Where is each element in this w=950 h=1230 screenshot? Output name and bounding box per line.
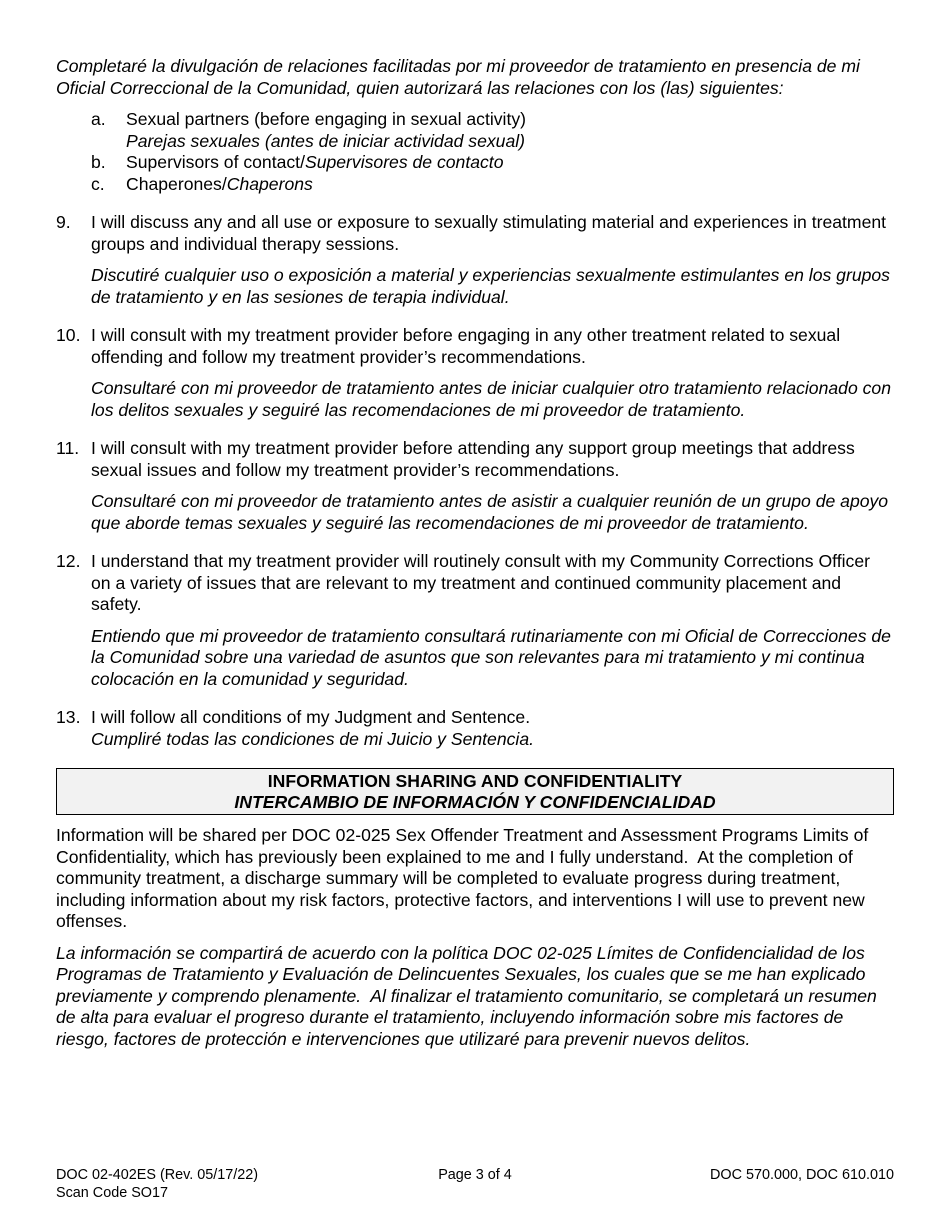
item-text-en: I will discuss any and all use or exposure to sexually stimulating material and experiences in treatment groups and individual therapy sessions. (91, 212, 887, 254)
sub-item-label: b. (91, 152, 106, 172)
sub-item-es: Parejas sexuales (antes de iniciar actividad sexual) (126, 130, 525, 151)
item-text-en: I will consult with my treatment provider before attending any support group meetings that address sexual issues and follow my treatment provider’s recommendations. (91, 438, 855, 480)
item-number: 9. (56, 212, 71, 232)
section-title-es: INTERCAMBIO DE INFORMACIÓN Y CONFIDENCIALIDAD (234, 792, 716, 812)
item-number: 12. (56, 551, 81, 571)
sub-item-en: Chaperones/ (126, 173, 227, 194)
item-text-es: Consultaré con mi proveedor de tratamiento antes de iniciar cualquier otro tratamiento relacionado con los delitos sexuales y seguiré las recomendaciones de mi proveedor de tratamiento. (91, 378, 891, 420)
section-title-en: INFORMATION SHARING AND CONFIDENTIALITY (267, 771, 683, 791)
intro-spanish: Completaré la divulgación de relaciones facilitadas por mi proveedor de tratamiento en presencia de mi Oficial Correccional de la Comunidad, quien autorizará las relaciones con los (las) siguientes: (56, 56, 865, 98)
item-text-es: Entiendo que mi proveedor de tratamiento consultará rutinariamente con mi Oficial de Correcciones de la Comunidad sobre una variedad de asuntos que son relevantes para mi tratamiento y mi continua colocación en la comunidad y seguridad. (91, 625, 891, 689)
item-text-en: I will consult with my treatment provider before engaging in any other treatment related to sexual offending and follow my treatment provider’s recommendations. (91, 325, 841, 367)
item-text-es: Cumpliré todas las condiciones de mi Juicio y Sentencia. (91, 728, 534, 749)
list-item-9 (56, 212, 894, 308)
page-footer (56, 1166, 894, 1202)
sub-item-es: Supervisores de contacto (304, 152, 504, 172)
item-number: 10. (56, 325, 81, 345)
list-item-12 (56, 551, 894, 690)
form-id: DOC 02-402ES (Rev. 05/17/22) (56, 1167, 259, 1183)
sub-item-es: Chaperons (226, 173, 313, 194)
list-item-10 (56, 325, 894, 421)
section-paragraph-en: Information will be shared per DOC 02-025 Sex Offender Treatment and Assessment Programs Limits of Confidentiality, which has previously been explained to me and I fully understand. At the completion of community treatment, a discharge summary will be completed to evaluate progress during treatment, including information about my risk factors, protective factors, and interventions I will use to prevent new offenses. (56, 825, 874, 931)
sub-item-c (91, 174, 894, 196)
sub-list (56, 109, 894, 195)
scan-code: Scan Code SO17 (56, 1185, 168, 1201)
sub-item-en: Sexual partners (before engaging in sexual activity) (126, 109, 526, 129)
sub-item-b (91, 152, 894, 174)
sub-item-label: a. (91, 109, 106, 129)
policy-refs: DOC 570.000, DOC 610.010 (710, 1167, 894, 1183)
page-number: Page 3 of 4 (438, 1167, 512, 1183)
list-item-11 (56, 438, 894, 534)
sub-item-label: c. (91, 173, 105, 194)
item-text-es: Consultaré con mi proveedor de tratamiento antes de asistir a cualquier reunión de un grupo de apoyo que aborde temas sexuales y seguiré las recomendaciones de mi proveedor de tratamiento. (91, 491, 889, 533)
item-text-en: I will follow all conditions of my Judgment and Sentence. (91, 707, 531, 727)
item-number: 11. (56, 438, 80, 458)
item-number: 13. (56, 707, 81, 727)
list-item-13 (56, 707, 894, 750)
section-paragraph-es: La información se compartirá de acuerdo con la política DOC 02-025 Límites de Confidencialidad de los Programas de Tratamiento y Evaluación de Delincuentes Sexuales, los cuales que se me han explicado previamente y comprendo plenamente. Al finalizar el tratamiento comunitario, se completará un resumen de alta para evaluar el progreso durante el tratamiento, incluyendo información sobre mis factores de riesgo, factores de protección e intervenciones que utilizaré para prevenir nuevos delitos. (56, 942, 882, 1049)
item-text-en: I understand that my treatment provider will routinely consult with my Community Corrections Officer on a variety of issues that are relevant to my treatment and continued community placement and safety. (91, 551, 870, 614)
sub-item-a (91, 109, 894, 152)
document-page (56, 56, 894, 1050)
sub-item-en: Supervisors of contact/ (126, 152, 305, 172)
item-text-es: Discutiré cualquier uso o exposición a material y experiencias sexualmente estimulantes en los grupos de tratamiento y en las sesiones de terapia individual. (91, 265, 890, 307)
section-header (56, 768, 894, 815)
